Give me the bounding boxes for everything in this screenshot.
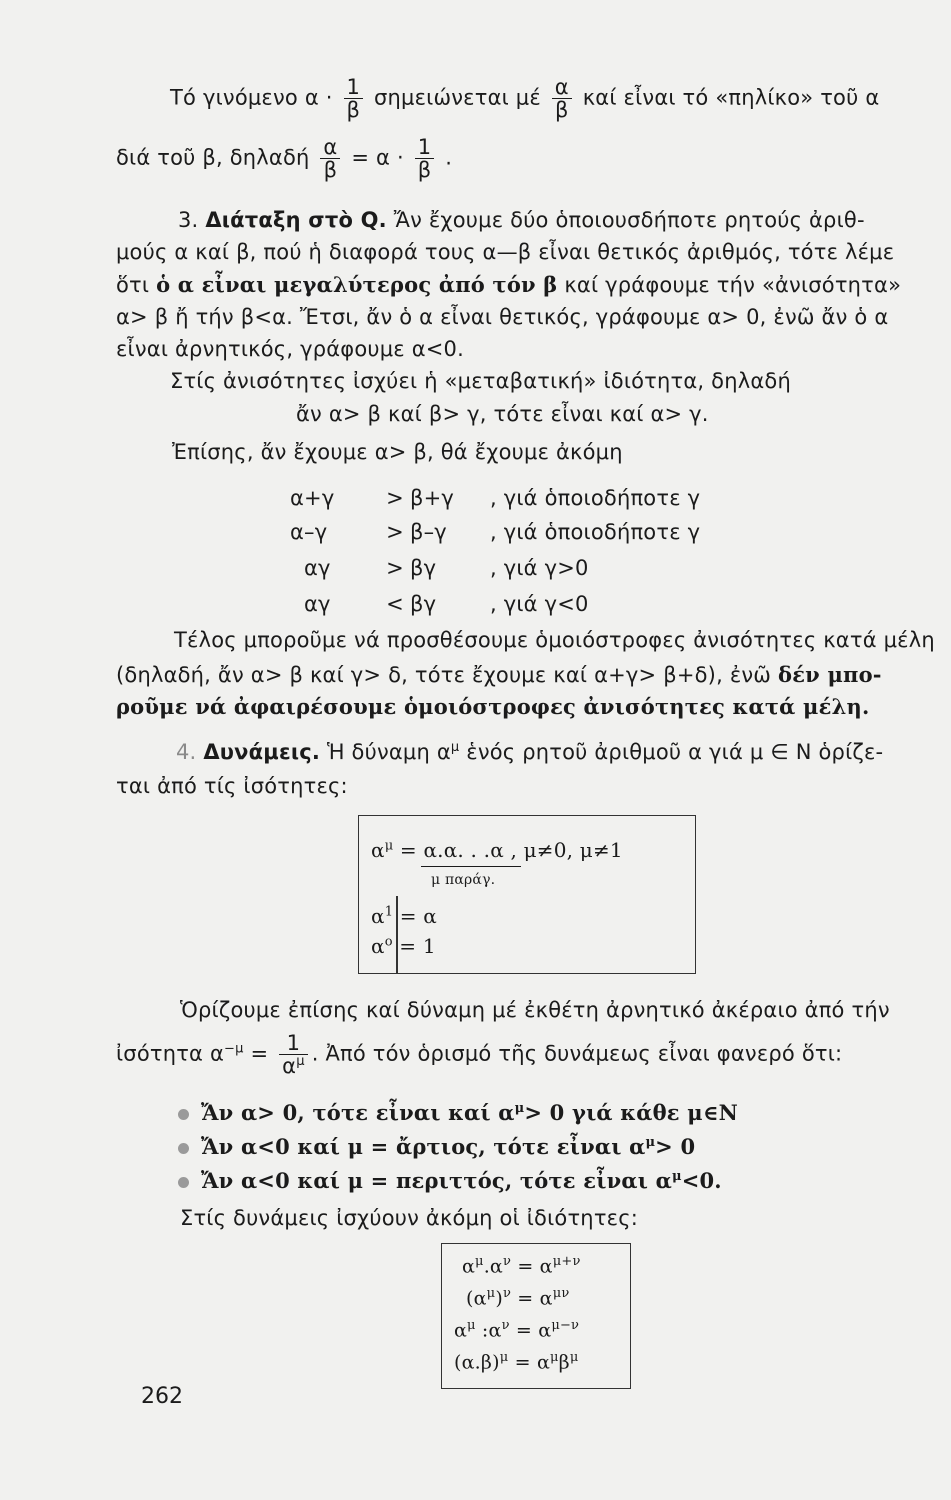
text-fragment: = α.α. . .α , μ≠0, μ≠1 — [393, 838, 623, 862]
text-fragment: Τό γινόμενο α · — [170, 85, 333, 110]
superscript: μ — [475, 1254, 484, 1269]
ineq-left: αγ — [304, 556, 331, 580]
superscript: μ — [384, 838, 394, 854]
sec4-line1 — [176, 740, 883, 764]
bullet-dot-icon — [178, 1177, 189, 1188]
brace-label: μ παράγ. — [431, 872, 496, 888]
text-fragment: Ἄν α<0 καί μ = ἄρτιος, τότε εἶναι α — [201, 1134, 646, 1159]
ineq-right: βγ — [410, 556, 437, 580]
para1-line2 — [116, 136, 452, 181]
superscript: μν — [552, 1286, 570, 1301]
superscript: μ — [467, 1318, 476, 1333]
text-fragment: Ἄν α<0 καί μ = περιττός, τότε εἶναι α — [201, 1168, 672, 1193]
sec3-line1 — [178, 208, 865, 232]
text-fragment: .α — [483, 1255, 503, 1278]
box2-row — [454, 1318, 579, 1341]
box1-row2 — [371, 904, 437, 928]
sec4-line2: ται ἀπό τίς ἰσότητες: — [116, 774, 348, 798]
ineq-left: αγ — [304, 592, 331, 616]
frac-num: α — [552, 76, 572, 99]
text-fragment: = α — [508, 1351, 550, 1374]
sec3-line5: εἶναι ἀρνητικός, γράφουμε α<0. — [116, 337, 464, 361]
neg-line2 — [116, 1032, 842, 1077]
ineq-right: βγ — [410, 592, 437, 616]
ineq-right: β–γ — [410, 520, 447, 544]
bullet-item — [178, 1134, 695, 1159]
superscript: μ — [486, 1286, 496, 1301]
text-fragment: ἑνός ρητοῦ ἀριθμοῦ α γιά μ ∈ N ὁρίζε- — [459, 740, 884, 764]
superscript: o — [384, 934, 393, 950]
text-fragment: ἰσότητα α — [116, 1041, 225, 1066]
text-fragment: α — [371, 934, 385, 958]
superscript: ν — [501, 1318, 510, 1333]
section-title: Δυνάμεις. — [203, 740, 321, 764]
text-fragment: . Ἀπό τόν ὁρισμό τῆς δυνάμεως εἶναι φανερό ὅτι: — [311, 1041, 843, 1066]
superscript: −μ — [224, 1041, 244, 1057]
sec3-line3 — [116, 272, 901, 297]
fraction-one-over-alpha-mu — [279, 1032, 308, 1077]
frac-num: 1 — [415, 136, 435, 159]
ineq-cond: , γιά ὁποιοδήποτε γ — [490, 486, 701, 510]
page-number: 262 — [141, 1384, 183, 1409]
ineq-op: > — [386, 486, 404, 510]
text-fragment: Ἡ δύναμη α — [326, 740, 451, 764]
text-fragment: α — [371, 904, 385, 928]
text-fragment: = α — [511, 1287, 553, 1310]
sec3-line2: μούς α καί β, πού ἡ διαφορά τους α—β εἶναι θετικός ἀριθμός, τότε λέμε — [116, 240, 895, 264]
superscript: μ — [296, 1054, 305, 1070]
frac-den: β — [417, 158, 432, 183]
text-fragment: > 0 γιά κάθε μ∈N — [524, 1100, 738, 1125]
text-fragment: <0. — [681, 1168, 722, 1193]
superscript: μ — [569, 1350, 579, 1365]
bullet-item — [178, 1168, 722, 1193]
ineq-op: > — [386, 520, 404, 544]
bullet-dot-icon — [178, 1143, 189, 1154]
superscript: 1 — [384, 904, 394, 920]
text-fragment: > 0 — [655, 1134, 696, 1159]
superscript: ν — [502, 1286, 512, 1301]
text-fragment: Ἄν α> 0, τότε εἶναι καί α — [201, 1100, 515, 1125]
bullet-dot-icon — [178, 1109, 189, 1120]
inequality-row — [290, 556, 589, 580]
superscript: μ — [671, 1169, 682, 1184]
section-number: 4. — [176, 740, 197, 764]
frac-den: β — [555, 98, 569, 123]
sec3-line4: α> β ἤ τήν β<α. Ἔτσι, ἄν ὁ α εἶναι θετικός, γράφουμε α> 0, ἐνῶ ἄν ὁ α — [116, 305, 889, 329]
box1-row1 — [371, 838, 623, 862]
text-fragment: α — [371, 838, 385, 862]
superscript: ν — [502, 1254, 512, 1269]
para1-line1 — [170, 76, 879, 121]
sec3-line7: ἄν α> β καί β> γ, τότε εἶναι καί α> γ. — [296, 402, 709, 426]
box2-row — [454, 1350, 578, 1373]
inequality-row — [290, 520, 700, 544]
frac-num: 1 — [344, 76, 364, 99]
neg-line1: Ὁρίζουμε ἐπίσης καί δύναμη μέ ἐκθέτη ἀρνητικό ἀκέραιο ἀπό τήν — [180, 998, 890, 1022]
frac-num: α — [320, 136, 340, 159]
fraction-alpha-over-beta — [552, 76, 572, 121]
ineq-cond: , γιά ὁποιοδήποτε γ — [490, 520, 701, 544]
text-fragment: (α.β) — [454, 1351, 500, 1374]
text-fragment: . — [445, 145, 453, 170]
superscript: μ−ν — [551, 1318, 580, 1333]
section-number: 3. — [178, 208, 199, 232]
ineq-op: < — [386, 592, 404, 616]
section-title: Διάταξη στὸ Q. — [205, 208, 387, 232]
box1-row3 — [371, 934, 436, 958]
frac-num: 1 — [279, 1032, 308, 1055]
text-fragment: καί εἶναι τό «πηλίκο» τοῦ α — [582, 85, 880, 110]
superscript: μ+ν — [552, 1254, 581, 1269]
text-fragment: β — [558, 1351, 570, 1374]
bullet-item — [178, 1100, 738, 1125]
text-fragment: διά τοῦ β, δηλαδή — [116, 145, 310, 170]
text-fragment: :α — [475, 1319, 502, 1342]
text-fragment: (α — [466, 1287, 487, 1310]
text-fragment: καί γράφουμε τήν «ἀνισότητα» — [564, 273, 902, 297]
text-fragment: = α — [509, 1319, 552, 1342]
superscript: μ — [450, 740, 460, 755]
frac-den: β — [346, 98, 361, 123]
text-fragment: Ἄν ἔχουμε δύο ὁποιουσδήποτε ρητούς ἀριθ- — [393, 208, 865, 232]
ineq-left: α+γ — [290, 486, 335, 510]
definition-box — [358, 815, 696, 974]
text-fragment: = 1 — [392, 934, 436, 958]
inequality-row — [290, 592, 589, 616]
ineq-left: α–γ — [290, 520, 328, 544]
props-line: Στίς δυνάμεις ἰσχύουν ἀκόμη οἱ ἰδιότητες: — [180, 1206, 639, 1230]
ineq-op: > — [386, 556, 404, 580]
sec3-line8: Ἐπίσης, ἄν ἔχουμε α> β, θά ἔχουμε ἀκόμη — [172, 440, 623, 464]
text-fragment: ὅτι — [116, 273, 150, 297]
frac-den: β — [323, 158, 338, 183]
fraction-one-over-beta — [344, 76, 364, 121]
inequality-row — [290, 486, 700, 510]
emphasis-text: ὁ α εἶναι μεγαλύτερος ἀπό τόν β — [156, 272, 558, 297]
text-fragment: = α · — [351, 145, 404, 170]
text-fragment: α — [282, 1054, 297, 1079]
underbrace-line — [421, 866, 521, 867]
properties-box — [441, 1243, 631, 1389]
superscript: μ — [549, 1350, 559, 1365]
fraction-alpha-over-beta — [320, 136, 340, 181]
ineq-right: β+γ — [410, 486, 455, 510]
box2-row — [462, 1254, 581, 1277]
frac-den — [279, 1055, 308, 1077]
superscript: μ — [499, 1350, 509, 1365]
emphasis-text: δέν μπο- — [777, 662, 882, 687]
telos-line3: ροῦμε νά ἀφαιρέσουμε ὁμοιόστροφες ἀνισότητες κατά μέλη. — [116, 694, 870, 719]
ineq-cond: , γιά γ>0 — [490, 556, 589, 580]
superscript: μ — [514, 1101, 525, 1116]
sec3-line6: Στίς ἀνισότητες ἰσχύει ἡ «μεταβατική» ἰδιότητα, δηλαδή — [170, 369, 791, 393]
superscript: μ — [645, 1135, 656, 1150]
telos-line2 — [116, 662, 882, 687]
text-fragment: = α — [393, 904, 437, 928]
text-fragment: α — [454, 1319, 468, 1342]
ineq-cond: , γιά γ<0 — [490, 592, 589, 616]
text-fragment: α — [462, 1255, 476, 1278]
text-fragment: = α — [511, 1255, 553, 1278]
fraction-one-over-beta — [415, 136, 435, 181]
text-fragment: ) — [495, 1287, 503, 1310]
text-fragment: σημειώνεται μέ — [374, 85, 541, 110]
telos-line1: Τέλος μποροῦμε νά προσθέσουμε ὁμοιόστροφες ἀνισότητες κατά μέλη — [174, 628, 935, 652]
text-fragment: (δηλαδή, ἄν α> β καί γ> δ, τότε ἔχουμε καί α+γ> β+δ), ἐνῶ — [116, 663, 772, 687]
box2-row — [466, 1286, 569, 1309]
text-fragment: = — [243, 1041, 269, 1066]
